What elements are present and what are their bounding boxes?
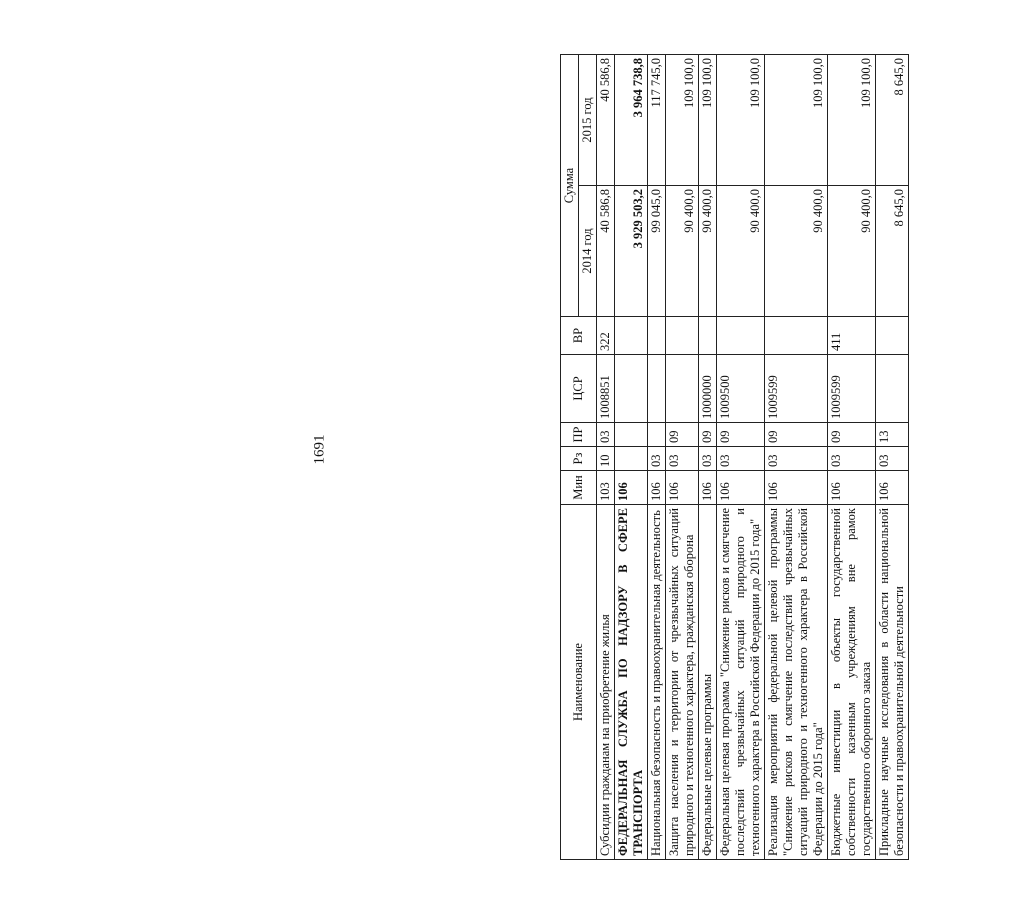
row-min: 106 <box>876 471 909 505</box>
row-pr: 09 <box>765 423 828 447</box>
row-rz: 03 <box>648 447 666 471</box>
row-pr <box>648 423 666 447</box>
row-name: Защита населения и территории от чрезвычайных ситуаций природного и техногенного характера, гражданская оборона <box>666 505 699 860</box>
row-vr <box>648 317 666 355</box>
row-name: Национальная безопасность и правоохранительная деятельность <box>648 505 666 860</box>
row-csr <box>876 355 909 423</box>
row-min: 106 <box>648 471 666 505</box>
row-rz: 03 <box>828 447 876 471</box>
header-sum: Сумма <box>561 55 579 317</box>
row-vr <box>765 317 828 355</box>
row-vr <box>717 317 765 355</box>
row-sum-2015: 8 645,0 <box>876 55 909 186</box>
row-min: 106 <box>699 471 717 505</box>
row-rz <box>615 447 648 471</box>
row-min: 103 <box>597 471 615 505</box>
row-vr: 322 <box>597 317 615 355</box>
row-name: Субсидии гражданам на приобретение жилья <box>597 505 615 860</box>
row-sum-2015: 3 964 738,8 <box>615 55 648 186</box>
header-csr: ЦСР <box>561 355 597 423</box>
row-pr: 09 <box>699 423 717 447</box>
row-pr: 09 <box>828 423 876 447</box>
table-row <box>765 55 828 860</box>
row-vr <box>876 317 909 355</box>
header-name: Наименование <box>561 505 597 860</box>
row-sum-2014: 90 400,0 <box>666 186 699 317</box>
row-rz: 03 <box>699 447 717 471</box>
row-sum-2014: 90 400,0 <box>717 186 765 317</box>
row-csr: 1009599 <box>765 355 828 423</box>
row-vr: 411 <box>828 317 876 355</box>
row-name: Прикладные научные исследования в области национальной безопасности и правоохранительной деятельности <box>876 505 909 860</box>
table-row <box>597 55 615 860</box>
row-min: 106 <box>615 471 648 505</box>
table-row <box>666 55 699 860</box>
header-pr: ПР <box>561 423 597 447</box>
row-rz: 03 <box>876 447 909 471</box>
row-rz: 03 <box>765 447 828 471</box>
row-name: Бюджетные инвестиции в объекты государственной собственности казенным учреждениям вне рамок государственного оборонного заказа <box>828 505 876 860</box>
row-rz: 10 <box>597 447 615 471</box>
header-row-1 <box>561 55 579 860</box>
row-name: Реализация мероприятий федеральной целевой программы "Снижение рисков и смягчение последствий чрезвычайных ситуаций природного и техногенного характера в Российской Федерации до 2015 года" <box>765 505 828 860</box>
row-name: Федеральная целевая программа "Снижение рисков и смягчение последствий чрезвычайных ситуаций природного и техногенного характера в Российской Федерации до 2015 года" <box>717 505 765 860</box>
table-row <box>717 55 765 860</box>
row-min: 106 <box>717 471 765 505</box>
row-sum-2014: 3 929 503,2 <box>615 186 648 317</box>
row-sum-2014: 99 045,0 <box>648 186 666 317</box>
row-name: Федеральные целевые программы <box>699 505 717 860</box>
row-sum-2014: 90 400,0 <box>765 186 828 317</box>
row-csr: 1009599 <box>828 355 876 423</box>
row-csr: 1008851 <box>597 355 615 423</box>
table-row <box>876 55 909 860</box>
row-pr: 09 <box>666 423 699 447</box>
row-sum-2015: 40 586,8 <box>597 55 615 186</box>
row-pr <box>615 423 648 447</box>
row-min: 106 <box>828 471 876 505</box>
table-row <box>648 55 666 860</box>
row-sum-2014: 90 400,0 <box>828 186 876 317</box>
row-sum-2015: 109 100,0 <box>765 55 828 186</box>
row-pr: 09 <box>717 423 765 447</box>
row-sum-2014: 40 586,8 <box>597 186 615 317</box>
budget-table <box>560 54 909 860</box>
table-row <box>699 55 717 860</box>
header-2014: 2014 год <box>579 186 597 317</box>
row-csr <box>648 355 666 423</box>
row-vr <box>666 317 699 355</box>
table-row <box>615 55 648 860</box>
row-rz: 03 <box>717 447 765 471</box>
row-csr <box>666 355 699 423</box>
row-sum-2015: 117 745,0 <box>648 55 666 186</box>
row-sum-2015: 109 100,0 <box>699 55 717 186</box>
page-number: 1691 <box>311 434 328 465</box>
row-sum-2015: 109 100,0 <box>666 55 699 186</box>
header-rz: Рз <box>561 447 597 471</box>
row-sum-2014: 8 645,0 <box>876 186 909 317</box>
rotated-table-container <box>560 55 1020 860</box>
row-sum-2015: 109 100,0 <box>828 55 876 186</box>
header-2015: 2015 год <box>579 55 597 186</box>
row-rz: 03 <box>666 447 699 471</box>
row-pr: 13 <box>876 423 909 447</box>
header-min: Мин <box>561 471 597 505</box>
row-csr: 1009500 <box>717 355 765 423</box>
row-min: 106 <box>666 471 699 505</box>
row-min: 106 <box>765 471 828 505</box>
row-sum-2015: 109 100,0 <box>717 55 765 186</box>
row-vr <box>615 317 648 355</box>
row-pr: 03 <box>597 423 615 447</box>
header-vr: ВР <box>561 317 597 355</box>
table-row <box>828 55 876 860</box>
row-vr <box>699 317 717 355</box>
row-name: ФЕДЕРАЛЬНАЯ СЛУЖБА ПО НАДЗОРУ В СФЕРЕ ТРАНСПОРТА <box>615 505 648 860</box>
row-csr <box>615 355 648 423</box>
row-sum-2014: 90 400,0 <box>699 186 717 317</box>
row-csr: 1000000 <box>699 355 717 423</box>
